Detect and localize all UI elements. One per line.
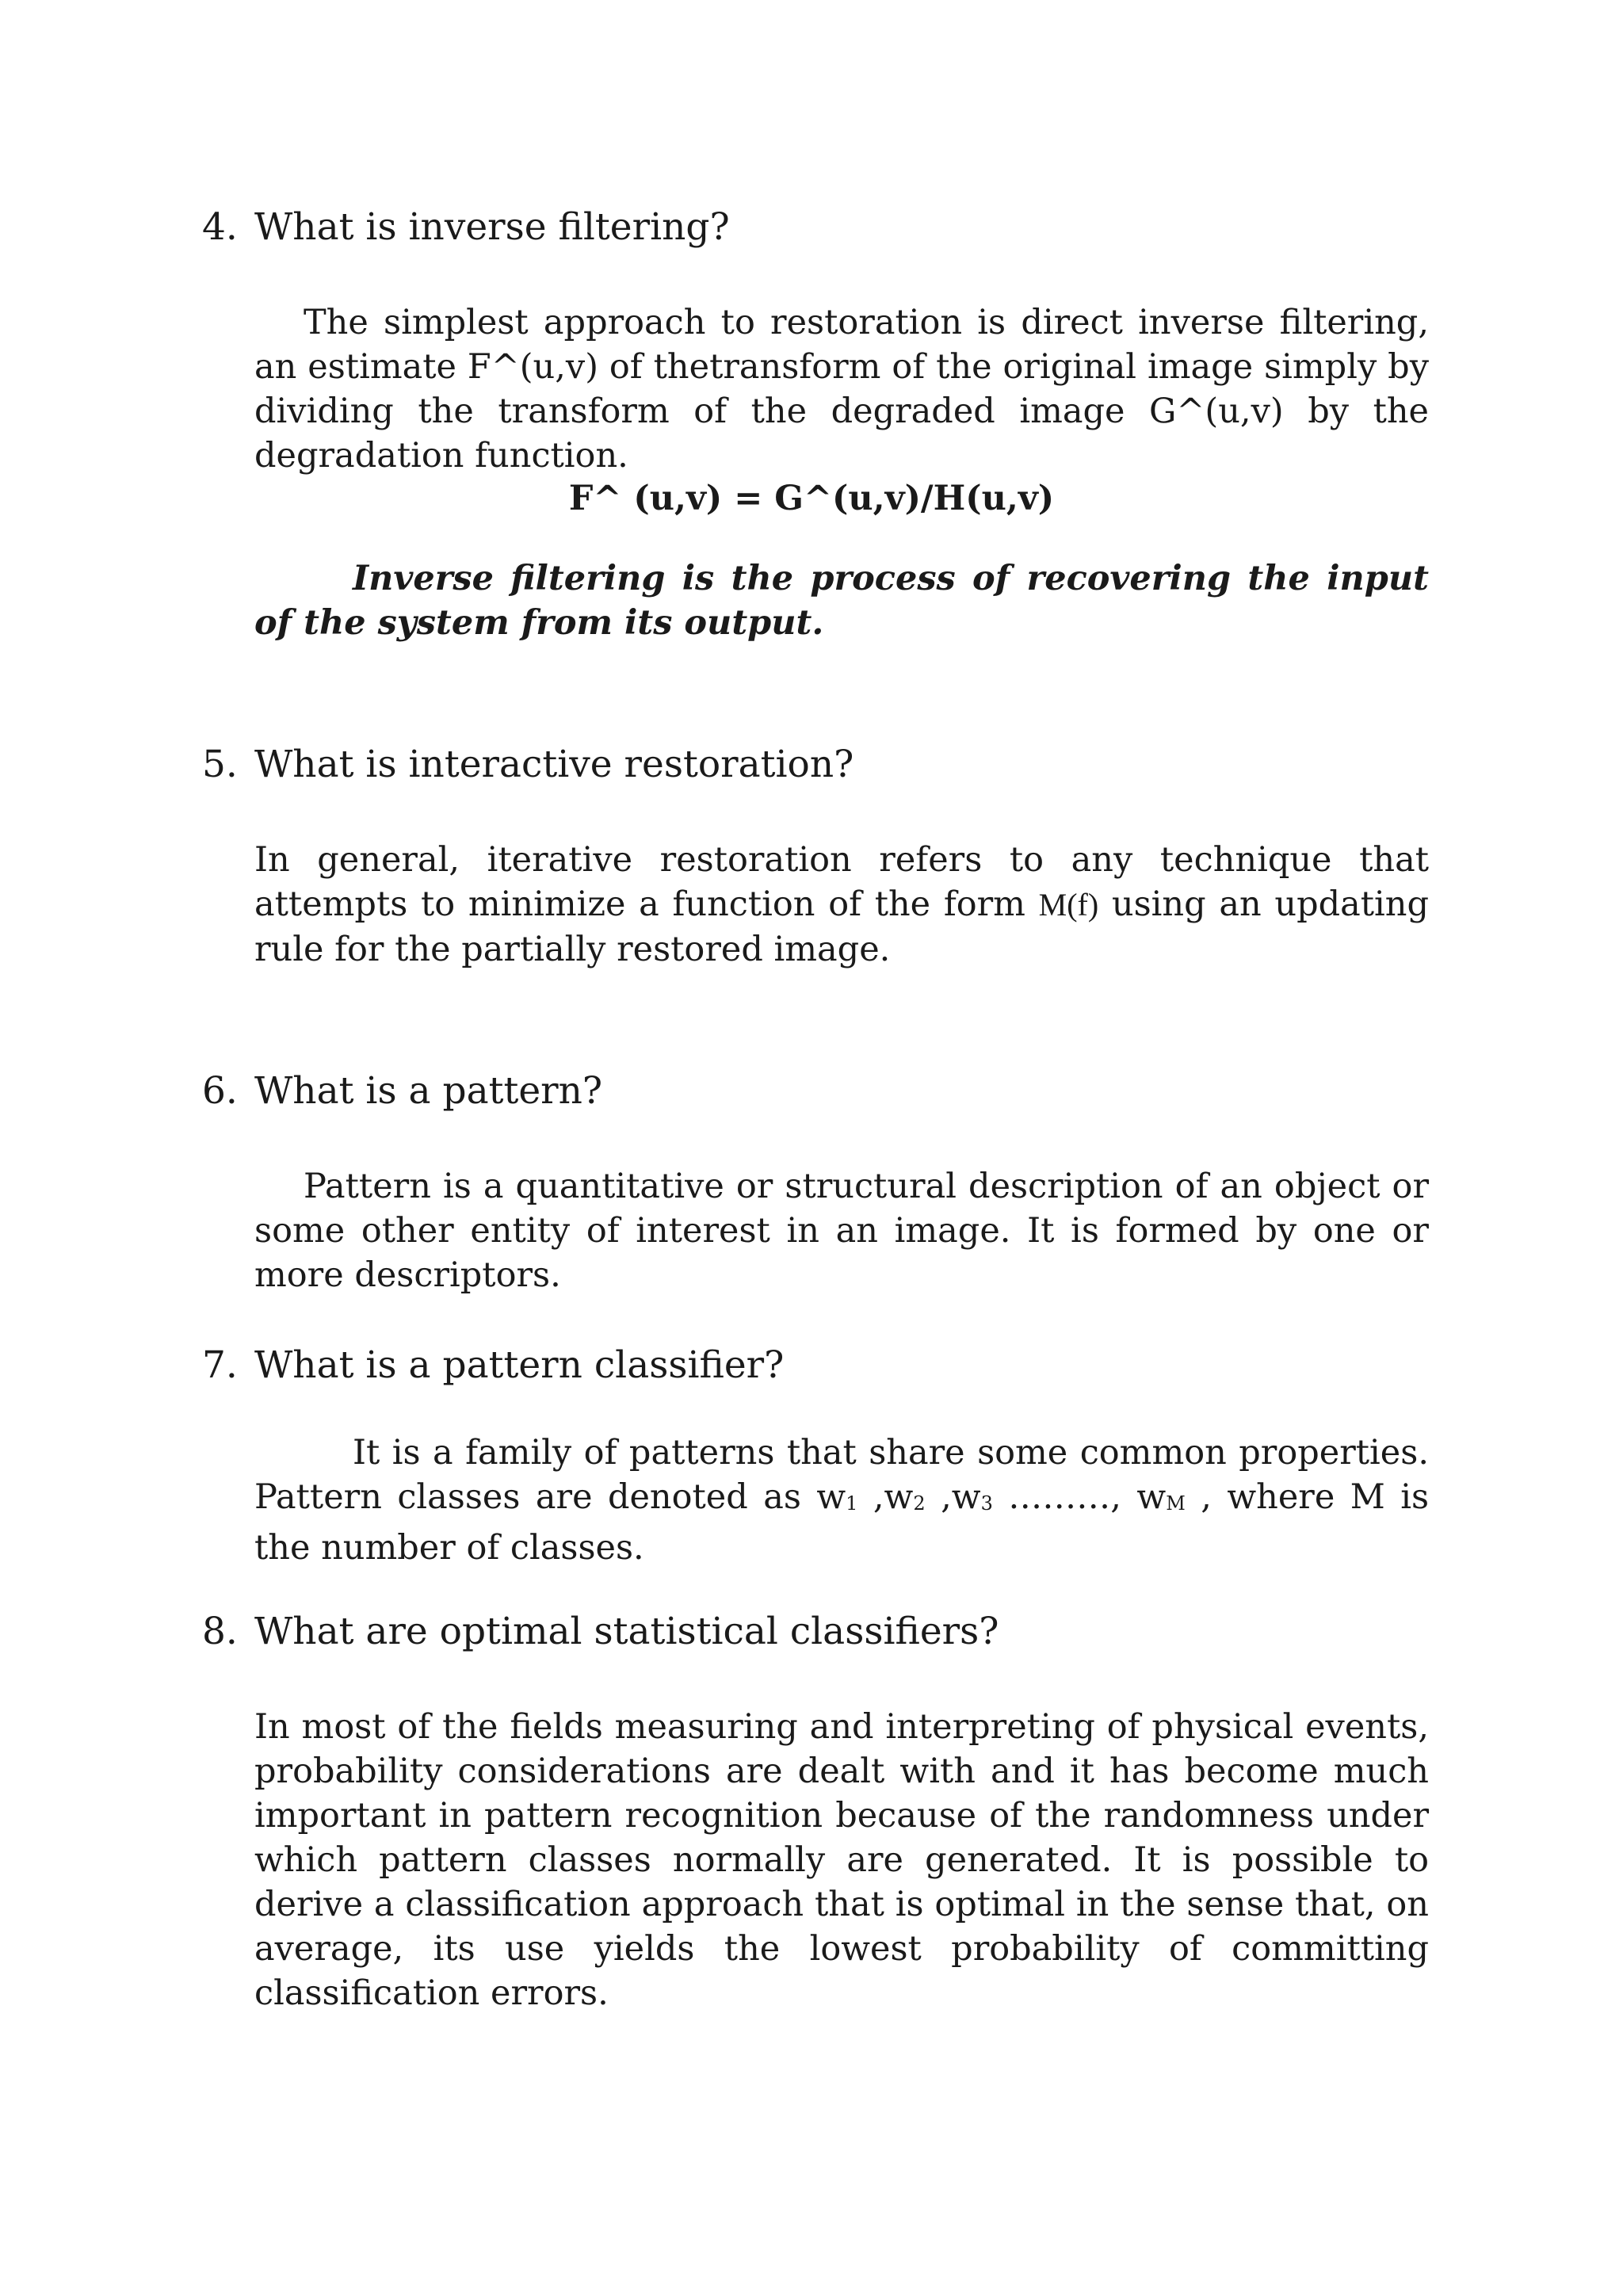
answer-text: ,w [925, 1477, 981, 1517]
question-4-heading [202, 205, 730, 250]
subscript: M [1166, 1492, 1186, 1515]
question-8-heading [202, 1610, 999, 1654]
subscript: 1 [846, 1492, 858, 1515]
question-number: 4. [202, 205, 238, 249]
question-7-answer [254, 1431, 1429, 1570]
answer-text: ………, w [992, 1477, 1167, 1517]
question-4-answer: The simplest approach to restoration is direct inverse filtering, an estimate F^(u,v) of thetransform of the original image simply by dividing the transform of the degraded image G^(u,v) by the degradation function. [254, 303, 1429, 476]
answer-text: Pattern classes are denoted as w [254, 1477, 846, 1517]
question-7-heading [202, 1343, 784, 1388]
question-title: What is a pattern classifier? [254, 1343, 785, 1387]
question-title: What is interactive restoration? [254, 743, 854, 786]
question-4-note: Inverse filtering is the process of recovering the input of the system from its output. [254, 559, 1429, 643]
question-number: 5. [202, 743, 238, 786]
answer-text: It is a family of patterns that share some common properties. [353, 1433, 1429, 1473]
answer-text: using an updating rule for the partially restored image. [254, 884, 1430, 969]
question-8-answer: In most of the fields measuring and interpreting of physical events, probability considerations are dealt with and it has become much important in pattern recognition because of the randomness under which pattern classes normally are generated. It is possible to derive a classification approach that is optimal in the sense that, on average, its use yields the lowest probability of committing classification errors. [254, 1707, 1429, 2013]
subscript: 3 [980, 1492, 993, 1515]
question-title: What is a pattern? [254, 1069, 603, 1113]
answer-text: , where M is the number of classes. [254, 1477, 1430, 1568]
answer-text: In general, iterative restoration refers to any technique that attempts to minimize a function of the form [254, 840, 1429, 924]
question-number: 7. [202, 1343, 238, 1387]
question-5-answer [254, 838, 1429, 972]
question-title: What are optimal statistical classifiers? [254, 1610, 999, 1653]
question-5-heading [202, 743, 854, 787]
math-expression: M(f) [1038, 887, 1099, 923]
question-title: What is inverse filtering? [254, 205, 730, 249]
answer-text: ,w [857, 1477, 914, 1517]
question-number: 8. [202, 1610, 238, 1653]
subscript: 2 [913, 1492, 926, 1515]
question-6-heading [202, 1069, 602, 1114]
question-number: 6. [202, 1069, 238, 1113]
inverse-filter-equation: F^ (u,v) = G^(u,v)/H(u,v) [568, 479, 1055, 518]
question-6-answer: Pattern is a quantitative or structural description of an object or some other entity of interest in an image. It is formed by one or more descriptors. [254, 1167, 1429, 1295]
